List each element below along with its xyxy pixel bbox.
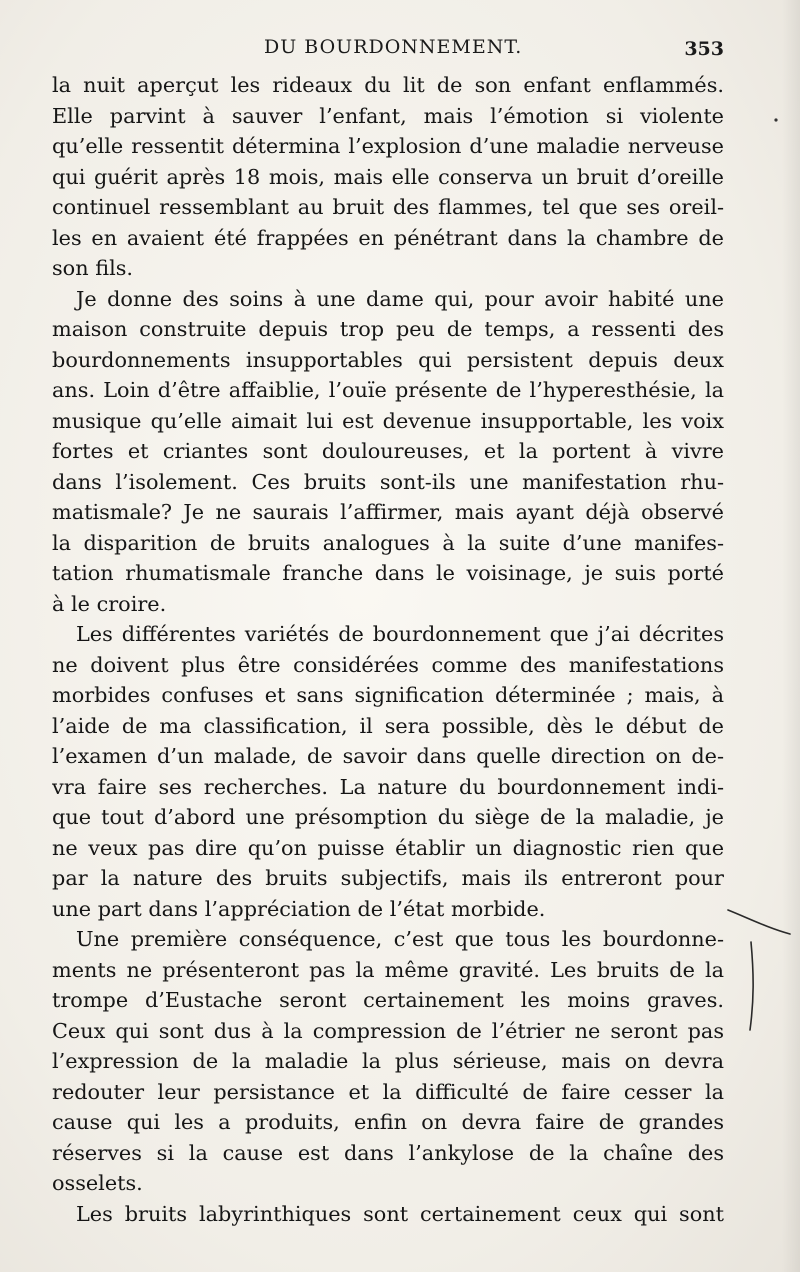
page-number: 353 [684, 38, 724, 60]
text-line: redouter leur persistance et la difficulté de faire cesser la [52, 1079, 724, 1104]
text-line: Elle parvint à sauver l’enfant, mais l’émotion si violente [52, 103, 724, 128]
text-line: l’examen d’un malade, de savoir dans quelle direction on de- [52, 744, 724, 768]
text-line: ans. Loin d’être affaiblie, l’ouïe présente de l’hyperesthésie, la [52, 378, 724, 402]
text-line: la nuit aperçut les rideaux du lit de son enfant enflammés. [52, 73, 724, 97]
text-line: tation rhumatismale franche dans le voisinage, je suis porté [52, 561, 724, 585]
text-line: vra faire ses recherches. La nature du bourdonnement indi- [52, 774, 724, 799]
text-line: maison construite depuis trop peu de temps, a ressenti des [52, 317, 724, 341]
text-line: matismale? Je ne saurais l’affirmer, mais ayant déjà observé [52, 500, 724, 524]
page-header [52, 34, 724, 68]
text-line: une part dans l’appréciation de l’état morbide. [52, 896, 546, 921]
text-line: Une première conséquence, c’est que tous les bourdonne- [76, 927, 724, 951]
text-line: l’aide de ma classification, il sera possible, dès le début de [52, 713, 724, 738]
text-line: la disparition de bruits analogues à la suite d’une manifes- [52, 530, 724, 555]
text-line: musique qu’elle aimait lui est devenue insupportable, les voix [52, 408, 724, 433]
text-line: réserves si la cause est dans l’ankylose de la chaîne des [52, 1140, 724, 1165]
text-line: trompe d’Eustache seront certainement les moins graves. [52, 988, 724, 1012]
text-line: qu’elle ressentit détermina l’explosion d’une maladie nerveuse [52, 134, 724, 158]
text-line: Les bruits labyrinthiques sont certainement ceux qui sont [76, 1201, 724, 1226]
text-line: Ceux qui sont dus à la compression de l’étrier ne seront pas [52, 1018, 724, 1043]
text-line: que tout d’abord une présomption du siège de la maladie, je [52, 805, 724, 829]
text-line: ments ne présenteront pas la même gravité. Les bruits de la [52, 957, 724, 982]
text-line: fortes et criantes sont douloureuses, et la portent à vivre [52, 439, 724, 463]
text-line: par la nature des bruits subjectifs, mais ils entreront pour [52, 866, 724, 890]
text-line: bourdonnements insupportables qui persistent depuis deux [52, 347, 724, 372]
text-line: dans l’isolement. Ces bruits sont-ils une manifestation rhu- [52, 469, 724, 494]
text-line: à le croire. [52, 591, 167, 616]
text-line: ne doivent plus être considérées comme des manifestations [52, 652, 724, 677]
text-line: l’expression de la maladie la plus sérieuse, mais on devra [52, 1049, 724, 1073]
running-title: DU BOURDONNEMENT. [264, 36, 523, 58]
text-line: cause qui les a produits, enfin on devra faire de grandes [52, 1110, 724, 1134]
text-line: les en avaient été frappées en pénétrant dans la chambre de [52, 225, 724, 250]
text-line: Je donne des soins à une dame qui, pour avoir habité une [76, 286, 724, 311]
text-line: morbides confuses et sans signification déterminée ; mais, à [52, 683, 724, 707]
text-line: Les différentes variétés de bourdonnement que j’ai décrites [76, 622, 724, 646]
text-line: ne veux pas dire qu’on puisse établir un diagnostic rien que [52, 835, 724, 860]
body-text [52, 70, 724, 1229]
page-edge-shadow [782, 0, 800, 1272]
text-line: osselets. [52, 1171, 143, 1195]
text-line: continuel ressemblant au bruit des flammes, tel que ses oreil- [52, 195, 724, 219]
text-line: son fils. [52, 256, 134, 280]
text-line: qui guérit après 18 mois, mais elle conserva un bruit d’oreille [52, 164, 724, 189]
